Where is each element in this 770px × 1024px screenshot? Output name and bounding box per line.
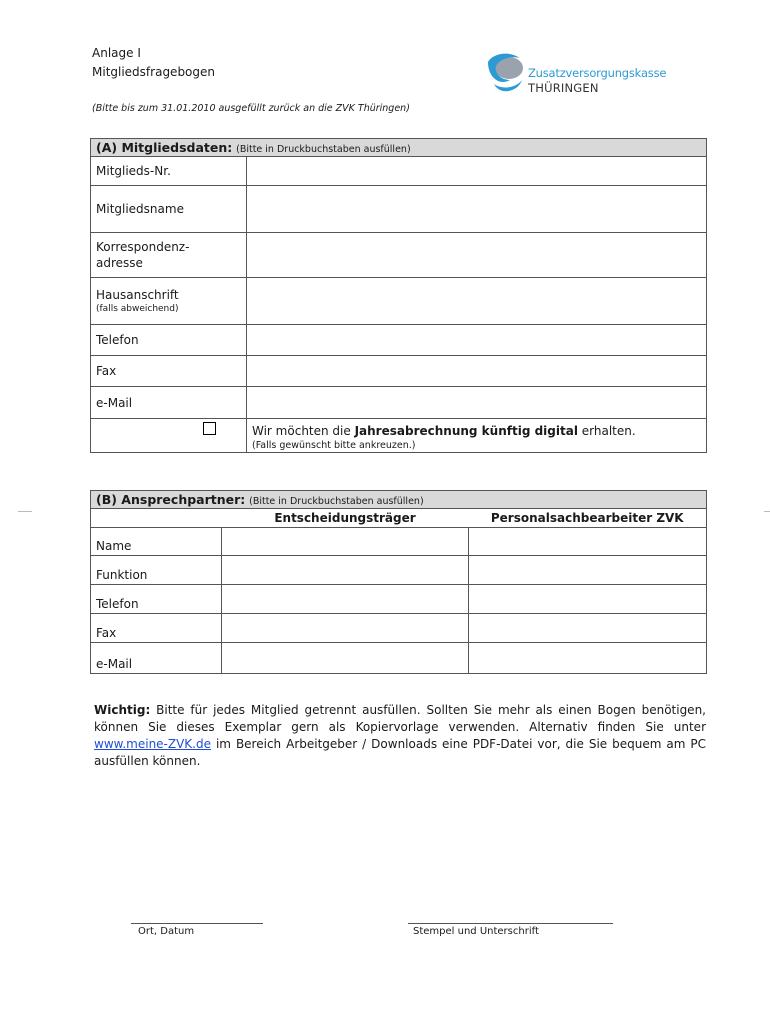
- column-decision-maker: Entscheidungsträger: [222, 509, 469, 528]
- hr-clerk-fax-field[interactable]: [469, 614, 707, 643]
- hr-clerk-phone-field[interactable]: [469, 585, 707, 614]
- table-row: [91, 325, 707, 356]
- deadline-note: (Bitte bis zum 31.01.2010 ausgefüllt zurück an die ZVK Thüringen): [92, 103, 410, 114]
- hr-clerk-name-field[interactable]: [469, 528, 707, 556]
- table-row: [91, 356, 707, 387]
- decision-maker-email-field[interactable]: [222, 643, 469, 674]
- table-row: [91, 643, 707, 674]
- decision-maker-name-field[interactable]: [222, 528, 469, 556]
- table-row: [91, 278, 707, 325]
- logo-mark-icon: [486, 50, 528, 96]
- section-b-title: (B) Ansprechpartner:: [96, 492, 246, 507]
- section-b-header: [91, 491, 707, 509]
- signature-line: [408, 923, 613, 924]
- email-field[interactable]: [247, 387, 707, 419]
- label-phone: Telefon: [91, 325, 247, 356]
- digital-statement-hint: (Falls gewünscht bitte ankreuzen.): [252, 440, 416, 451]
- zvk-logo: [486, 50, 676, 96]
- hr-clerk-function-field[interactable]: [469, 556, 707, 585]
- place-date-line: [131, 923, 263, 924]
- house-address-text: Hausanschrift: [96, 288, 179, 302]
- decision-maker-phone-field[interactable]: [222, 585, 469, 614]
- house-address-field[interactable]: [247, 278, 707, 325]
- member-number-field[interactable]: [247, 157, 707, 186]
- label-email-b: e-Mail: [91, 643, 222, 674]
- member-name-field[interactable]: [247, 186, 707, 233]
- decision-maker-fax-field[interactable]: [222, 614, 469, 643]
- logo-name: Zusatzversorgungskasse: [528, 66, 667, 80]
- note-text-2: im Bereich Arbeitgeber / Downloads eine PDF-Datei vor, die Sie bequem am PC ausfüllen können.: [94, 737, 706, 768]
- table-row: [91, 387, 707, 419]
- column-hr-clerk: Personalsachbearbeiter ZVK: [469, 509, 707, 528]
- member-data-table: [90, 138, 707, 453]
- column-header-row: [91, 509, 707, 528]
- table-row: [91, 233, 707, 278]
- correspondence-address-text: Korrespondenz- adresse: [96, 240, 190, 270]
- note-text-1: Bitte für jedes Mitglied getrennt ausfüllen. Sollten Sie mehr als einen Bogen benötigen, können Sie dieses Exemplar gern als Kopiervorlage verwenden. Alternativ finden Sie unter: [94, 703, 706, 734]
- form-title: Mitgliedsfragebogen: [92, 65, 216, 79]
- section-a-header: [91, 139, 707, 157]
- label-member-name: Mitgliedsname: [91, 186, 247, 233]
- website-link[interactable]: www.meine-ZVK.de: [94, 737, 211, 751]
- table-row: [91, 186, 707, 233]
- label-fax-b: Fax: [91, 614, 222, 643]
- table-row: [91, 614, 707, 643]
- label-function: Funktion: [91, 556, 222, 585]
- label-phone-b: Telefon: [91, 585, 222, 614]
- label-email: e-Mail: [91, 387, 247, 419]
- table-row: [91, 157, 707, 186]
- phone-field[interactable]: [247, 325, 707, 356]
- correspondence-address-field[interactable]: [247, 233, 707, 278]
- digital-statement-text-pre: Wir möchten die: [252, 424, 355, 438]
- margin-mark: [764, 511, 770, 512]
- important-label: Wichtig:: [94, 703, 151, 717]
- label-member-number: Mitglieds-Nr.: [91, 157, 247, 186]
- section-a-title: (A) Mitgliedsdaten:: [96, 140, 233, 155]
- margin-mark: [18, 511, 32, 512]
- label-house-address: [91, 278, 247, 325]
- label-name: Name: [91, 528, 222, 556]
- label-correspondence-address: [91, 233, 247, 278]
- house-address-hint: (falls abweichend): [96, 304, 179, 314]
- hr-clerk-email-field[interactable]: [469, 643, 707, 674]
- logo-region: THÜRINGEN: [528, 81, 599, 95]
- digital-statement-checkbox[interactable]: [203, 422, 216, 435]
- decision-maker-function-field[interactable]: [222, 556, 469, 585]
- digital-statement-text-bold: Jahresabrechnung künftig digital: [354, 424, 578, 438]
- table-row: [91, 556, 707, 585]
- section-b-note: (Bitte in Druckbuchstaben ausfüllen): [249, 496, 424, 507]
- stamp-signature-label: Stempel und Unterschrift: [413, 926, 539, 937]
- important-note: [94, 702, 706, 770]
- attachment-label: Anlage I: [92, 46, 141, 60]
- contact-persons-table: [90, 490, 707, 674]
- label-fax: Fax: [91, 356, 247, 387]
- place-date-label: Ort, Datum: [138, 926, 195, 937]
- table-row: [91, 528, 707, 556]
- fax-field[interactable]: [247, 356, 707, 387]
- table-row: [91, 419, 707, 453]
- section-a-note: (Bitte in Druckbuchstaben ausfüllen): [236, 144, 411, 155]
- digital-statement-text-post: erhalten.: [577, 424, 636, 438]
- table-row: [91, 585, 707, 614]
